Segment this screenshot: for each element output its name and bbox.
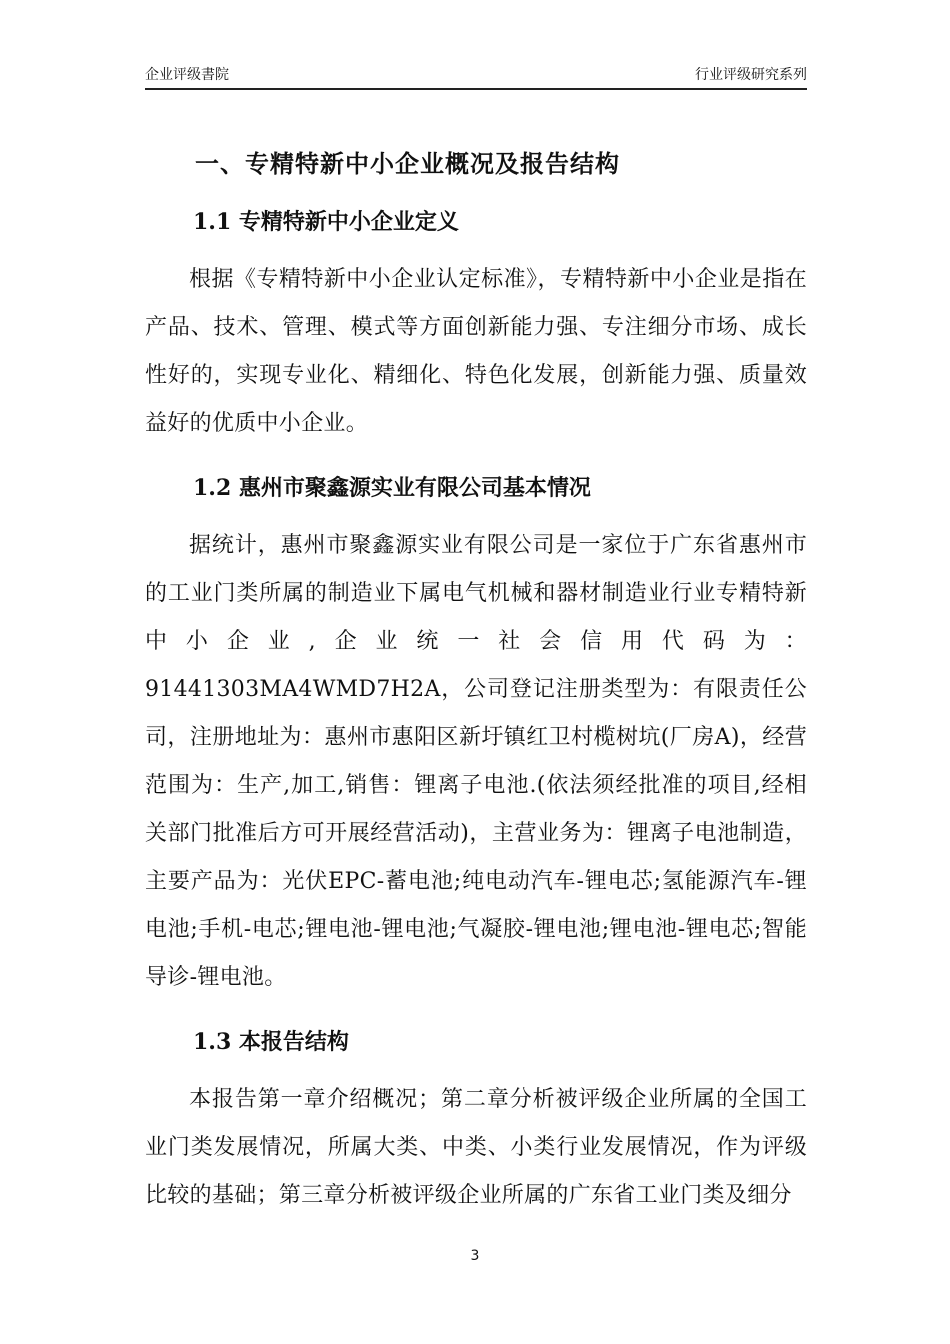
section-title-1-2: 1.2 惠州市聚鑫源实业有限公司基本情况 (193, 475, 591, 501)
chapter-title: 一、专精特新中小企业概况及报告结构 (195, 149, 620, 178)
header-series: 行业评级研究系列 (695, 67, 807, 83)
page-number: 3 (470, 1248, 480, 1264)
page-header (145, 66, 807, 90)
section-paragraph-1-1: 根据《专精特新中小企业认定标准》，专精特新中小企业是指在产品、技术、管理、模式等方面创新能力强、专注细分市场、成长性好的，实现专业化、精细化、特色化发展，创新能力强、质量效益好的优质中小企业。 (145, 267, 807, 436)
section-paragraph-1-2: 据统计，惠州市聚鑫源实业有限公司是一家位于广东省惠州市的工业门类所属的制造业下属电气机械和器材制造业行业专精特新中小企业,企业统一社会信用代码为：91441303MA4WMD7H2A，公司登记注册类型为：有限责任公司，注册地址为：惠州市惠阳区新圩镇红卫村榄树坑(厂房A)，经营范围为：生产,加工,销售：锂离子电池.(依法须经批准的项目,经相关部门批准后方可开展经营活动)，主营业务为：锂离子电池制造，主要产品为：光伏EPC-蓄电池;纯电动汽车-锂电芯;氢能源汽车-锂电池;手机-电芯;锂电池-锂电池;气凝胶-锂电池;锂电池-锂电芯;智能导诊-锂电池。 (145, 533, 807, 990)
section-title-1-1: 1.1 专精特新中小企业定义 (193, 209, 459, 235)
header-publisher: 企业评级書院 (145, 67, 229, 83)
document-body (145, 140, 807, 1238)
section-title-1-3: 1.3 本报告结构 (193, 1029, 349, 1055)
section-paragraph-1-3: 本报告第一章介绍概况；第二章分析被评级企业所属的全国工业门类发展情况，所属大类、中类、小类行业发展情况，作为评级比较的基础；第三章分析被评级企业所属的广东省工业门类及细分 (145, 1087, 807, 1208)
